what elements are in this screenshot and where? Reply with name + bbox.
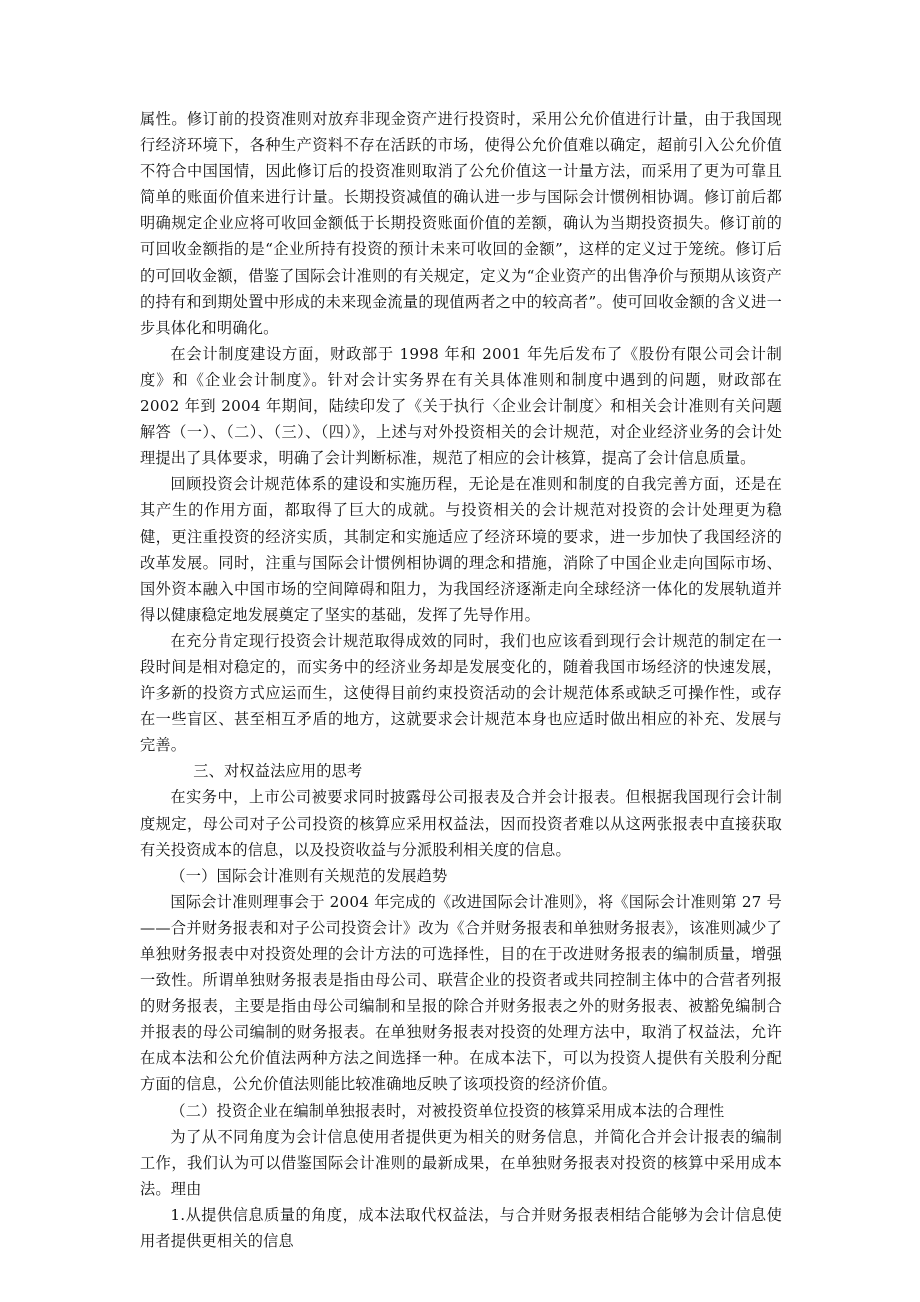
paragraph-iasb: 国际会计准则理事会于 2004 年完成的《改进国际会计准则》，将《国际会计准则第 27 号——合并财务报表和对子公司投资会计》改为《合并财务报表和单独财务报表》，该准则减少了单独财务报表中对投资处理的会计方法的可选择性，目的在于改进财务报表的编制质量，增强一致性。所谓单独财务报表是指由母公司、联营企业的投资者或共同控制主体中的合营者列报的财务报表，主要是指由母公司编制和呈报的除合并财务报表之外的财务报表、被豁免编制合并报表的母公司编制的财务报表。在单独财务报表对投资的处理方法中，取消了权益法，允许在成本法和公允价值法两种方法之间选择一种。在成本法下，可以为投资人提供有关股利分配方面的信息，公允价值法则能比较准确地反映了该项投资的经济价值。	[140, 892, 782, 1094]
section-heading-equity-method: 三、对权益法应用的思考	[193, 762, 363, 781]
document-body	[140, 106, 782, 1254]
subheading-international-trend: （一）国际会计准则有关规范的发展趋势	[170, 866, 448, 885]
subheading-cost-method-rationale: （二）投资企业在编制单独报表时，对被投资单位投资的核算采用成本法的合理性	[170, 1101, 725, 1120]
paragraph-point-one: 1.从提供信息质量的角度，成本法取代权益法，与合并财务报表相结合能够为会计信息使用者提供更相关的信息	[140, 1205, 782, 1251]
paragraph-continuation: 属性。修订前的投资准则对放弃非现金资产进行投资时，采用公允价值进行计量，由于我国现行经济环境下，各种生产资料不存在活跃的市场，使得公允价值难以确定，超前引入公允价值不符合中国国情，因此修订后的投资准则取消了公允价值这一计量方法，而采用了更为可靠且简单的账面价值来进行计量。长期投资减值的确认进一步与国际会计惯例相协调。修订前后都明确规定企业应将可收回金额低于长期投资账面价值的差额，确认为当期投资损失。修订前的可回收金额指的是“企业所持有投资的预计未来可收回的金额”，这样的定义过于笼统。修订后的可回收金额，借鉴了国际会计准则的有关规定，定义为“企业资产的出售净价与预期从该资产的持有和到期处置中形成的未来现金流量的现值两者之中的较高者”。使可回收金额的含义进一步具体化和明确化。	[140, 110, 782, 337]
paragraph-accounting-system: 在会计制度建设方面，财政部于 1998 年和 2001 年先后发布了《股份有限公司会计制度》和《企业会计制度》。针对会计实务界在有关具体准则和制度中遇到的问题，财政部在 2002 年到 2004 年期间，陆续印发了《关于执行〈企业会计制度〉和相关会计准则有关问题解答（一）、（二）、（三）、（四）》，上述与对外投资相关的会计规范，对企业经济业务的会计处理提出了具体要求，明确了会计判断标准，规范了相应的会计核算，提高了会计信息质量。	[140, 344, 782, 468]
paragraph-review: 回顾投资会计规范体系的建设和实施历程，无论是在准则和制度的自我完善方面，还是在其产生的作用方面，都取得了巨大的成就。与投资相关的会计规范对投资的会计处理更为稳健，更注重投资的经济实质，其制定和实施适应了经济环境的要求，进一步加快了我国经济的改革发展。同时，注重与国际会计惯例相协调的理念和措施，消除了中国企业走向国际市场、国外资本融入中国市场的空间障碍和阻力，为我国经济逐渐走向全球经济一体化的发展轨道并得以健康稳定地发展奠定了坚实的基础，发挥了先导作用。	[140, 475, 782, 624]
paragraph-practice: 在实务中，上市公司被要求同时披露母公司报表及合并会计报表。但根据我国现行会计制度规定，母公司对子公司投资的核算应采用权益法，因而投资者难以从这两张报表中直接获取有关投资成本的信息，以及投资收益与分派股利相关度的信息。	[140, 788, 782, 859]
paragraph-reasons: 为了从不同角度为会计信息使用者提供更为相关的财务信息，并简化合并会计报表的编制工作，我们认为可以借鉴国际会计准则的最新成果，在单独财务报表对投资的核算中采用成本法。理由	[140, 1127, 782, 1198]
paragraph-affirmation: 在充分肯定现行投资会计规范取得成效的同时，我们也应该看到现行会计规范的制定在一段时间是相对稳定的，而实务中的经济业务却是发展变化的，随着我国市场经济的快速发展，许多新的投资方式应运而生，这使得目前约束投资活动的会计规范体系或缺乏可操作性，或存在一些盲区、甚至相互矛盾的地方，这就要求会计规范本身也应适时做出相应的补充、发展与完善。	[140, 631, 782, 755]
